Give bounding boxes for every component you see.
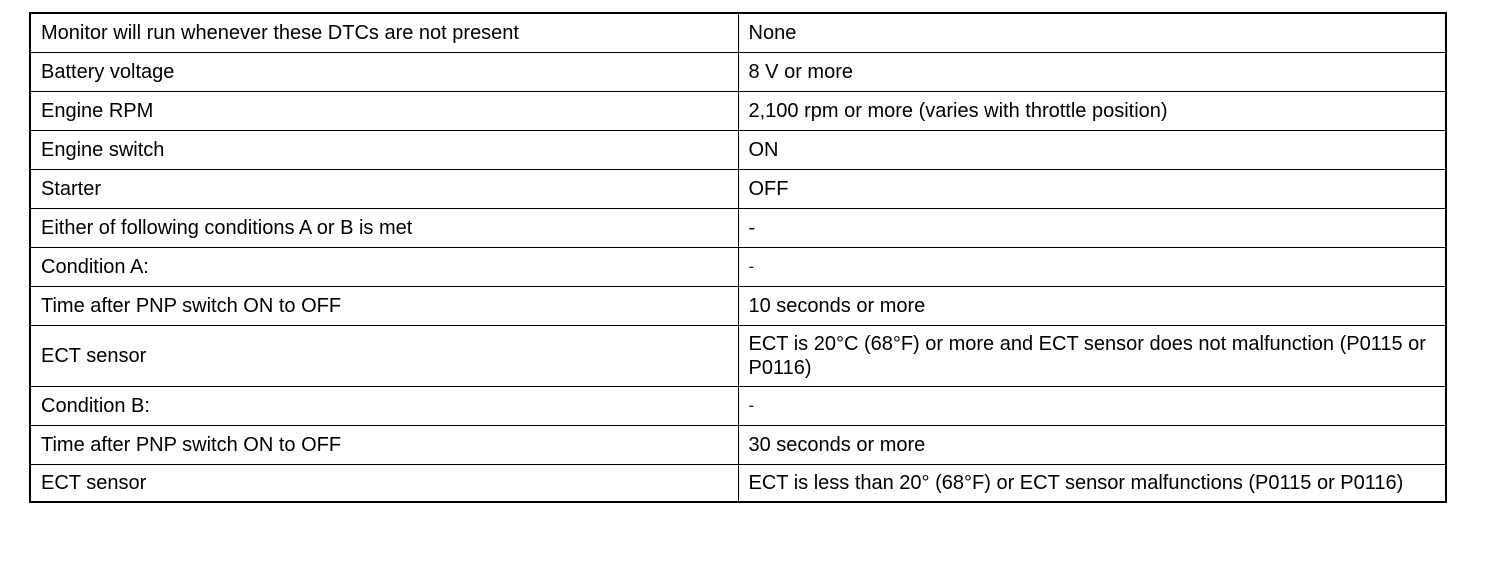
value-cell: ECT is 20°C (68°F) or more and ECT sensor does not malfunction (P0115 or P0116) [738,326,1446,387]
parameter-cell: ECT sensor [30,326,738,387]
parameter-cell: Time after PNP switch ON to OFF [30,426,738,465]
table-row [30,53,1446,92]
table-row [30,326,1446,387]
value-cell: 30 seconds or more [738,426,1446,465]
parameter-cell: Either of following conditions A or B is met [30,209,738,248]
table-row [30,387,1446,426]
table-row [30,465,1446,503]
value-cell: 10 seconds or more [738,287,1446,326]
parameter-cell: Battery voltage [30,53,738,92]
table-row [30,426,1446,465]
value-cell: OFF [738,170,1446,209]
value-cell: - [738,209,1446,248]
parameter-cell: ECT sensor [30,465,738,503]
parameter-cell: Monitor will run whenever these DTCs are not present [30,13,738,53]
table-row [30,170,1446,209]
value-cell: ON [738,131,1446,170]
parameter-cell: Starter [30,170,738,209]
value-cell: ECT is less than 20° (68°F) or ECT sensor malfunctions (P0115 or P0116) [738,465,1446,503]
table-row [30,209,1446,248]
parameter-cell: Condition A: [30,248,738,287]
table-row [30,131,1446,170]
value-cell: None [738,13,1446,53]
value-cell: 2,100 rpm or more (varies with throttle position) [738,92,1446,131]
table-row [30,287,1446,326]
table-body [30,13,1446,502]
conditions-table [29,12,1447,503]
parameter-cell: Engine switch [30,131,738,170]
table-row [30,13,1446,53]
value-cell: - [738,248,1446,287]
parameter-cell: Condition B: [30,387,738,426]
value-cell: 8 V or more [738,53,1446,92]
table-row [30,248,1446,287]
parameter-cell: Time after PNP switch ON to OFF [30,287,738,326]
table-row [30,92,1446,131]
value-cell: - [738,387,1446,426]
parameter-cell: Engine RPM [30,92,738,131]
